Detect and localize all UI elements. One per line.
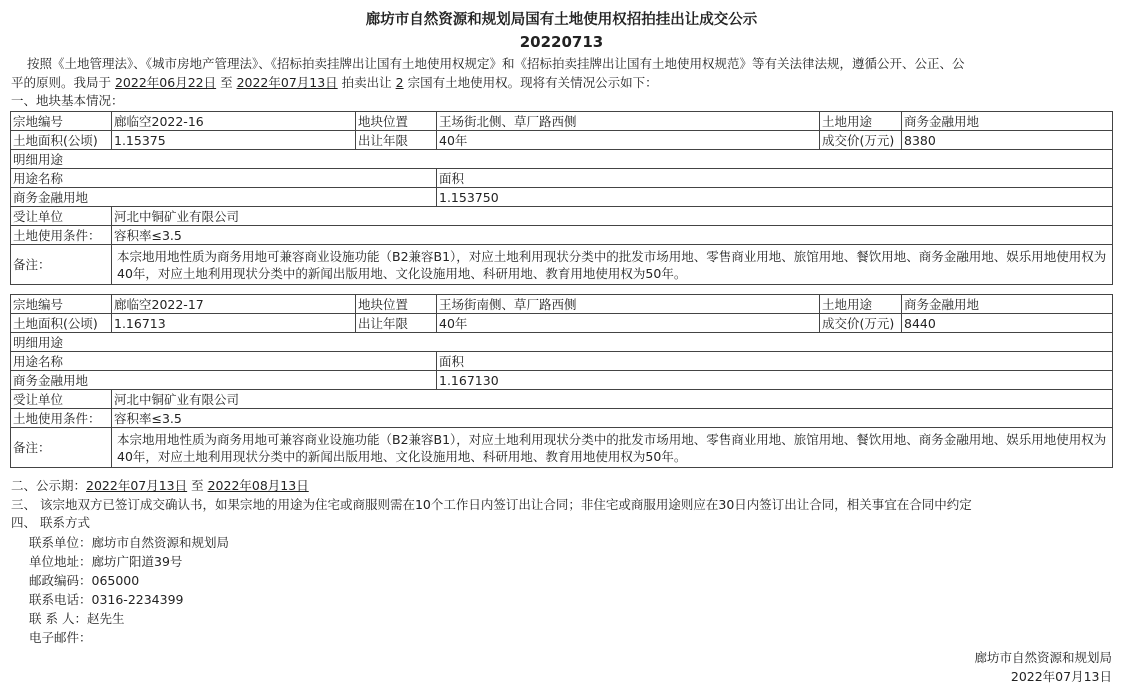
section-2-publicity-period [11,476,1111,496]
label-parcel-no: 宗地编号 [11,112,112,131]
label-price: 成交价(万元) [820,131,902,150]
table-row [11,428,1113,468]
publicity-start: 2022年07月13日 [86,478,188,493]
detail-use-name: 商务金融用地 [11,188,437,207]
contact-email: 电子邮件： [29,630,92,645]
intro-end-date: 2022年07月13日 [236,75,338,90]
table-row [11,131,1113,150]
contact-address: 单位地址：廊坊广阳道39号 [29,554,183,569]
parcel-use: 商务金融用地 [902,295,1113,314]
label-conditions: 土地使用条件： [11,409,112,428]
table-row [11,112,1113,131]
label-term: 出让年限 [356,314,437,333]
announcement-code: 20220713 [519,33,604,51]
label-use: 土地用途 [820,295,902,314]
label-detail-use: 明细用途 [11,150,1113,169]
intro-to: 至 [216,75,237,90]
parcel-term: 40年 [437,314,820,333]
contact-phone: 联系电话：0316-2234399 [29,592,184,607]
table-row [11,226,1113,245]
label-remarks: 备注： [11,245,112,285]
label-location: 地块位置 [356,112,437,131]
table-row [11,150,1113,169]
label-use: 土地用途 [820,112,902,131]
parcel-remarks: 本宗地用地性质为商务用地可兼容商业设施功能（B2兼容B1），对应土地利用现状分类中的批发市场用地、零售商业用地、旅馆用地、餐饮用地、商务金融用地、娱乐用地使用权为40年，对应土地利用现状分类中的新闻出版用地、文化设施用地、科研用地、教育用地使用权为50年。 [112,428,1113,468]
parcel-location: 王场街南侧、草厂路西侧 [437,295,820,314]
intro-count: 2 [395,75,404,90]
parcel-term: 40年 [437,131,820,150]
intro-text: 宗国有土地使用权。现将有关情况公示如下： [403,75,658,90]
label-area: 土地面积(公顷) [11,131,112,150]
publicity-end: 2022年08月13日 [207,478,309,493]
signature-date: 2022年07月13日 [1010,669,1112,684]
detail-area: 1.153750 [437,188,1113,207]
label-area-col: 面积 [437,169,1113,188]
parcel-no: 廊临空2022-17 [112,295,356,314]
parcel-area: 1.16713 [112,314,356,333]
table-row [11,409,1113,428]
label-use-name: 用途名称 [11,352,437,371]
parcel-buyer: 河北中铜矿业有限公司 [112,390,1113,409]
parcel-conditions: 容积率≤3.5 [112,409,1113,428]
parcel-no: 廊临空2022-16 [112,112,356,131]
label-remarks: 备注： [11,428,112,468]
intro-text: 拍卖出让 [337,75,396,90]
table-row [11,352,1113,371]
label-parcel-no: 宗地编号 [11,295,112,314]
parcel-buyer: 河北中铜矿业有限公司 [112,207,1113,226]
section-1-heading: 一、地块基本情况： [11,93,124,108]
page-title: 廊坊市自然资源和规划局国有土地使用权招拍挂出让成交公示 [365,12,758,28]
detail-use-name: 商务金融用地 [11,371,437,390]
table-row [11,207,1113,226]
parcel-area: 1.15375 [112,131,356,150]
section-4-heading: 四、 联系方式 [11,515,90,530]
table-row [11,371,1113,390]
parcel-price: 8380 [902,131,1113,150]
table-row [11,333,1113,352]
table-row [11,295,1113,314]
label-buyer: 受让单位 [11,207,112,226]
label-price: 成交价(万元) [820,314,902,333]
parcel-table [10,111,1113,285]
label-location: 地块位置 [356,295,437,314]
intro-start-date: 2022年06月22日 [114,75,217,90]
detail-area: 1.167130 [437,371,1113,390]
contact-unit: 联系单位：廊坊市自然资源和规划局 [29,535,230,550]
parcel-location: 王场街北侧、草厂路西侧 [437,112,820,131]
parcel-remarks: 本宗地用地性质为商务用地可兼容商业设施功能（B2兼容B1），对应土地利用现状分类中的批发市场用地、零售商业用地、旅馆用地、餐饮用地、商务金融用地、娱乐用地使用权为40年，对应土地利用现状分类中的新闻出版用地、文化设施用地、科研用地、教育用地使用权为50年。 [112,245,1113,285]
intro-line-2 [11,73,1111,93]
intro-text: 平的原则。我局于 [11,75,115,90]
label-buyer: 受让单位 [11,390,112,409]
label-area-col: 面积 [437,352,1113,371]
table-row [11,390,1113,409]
parcel-table [10,294,1113,468]
intro-line-1: 按照《土地管理法》、《城市房地产管理法》、《招标拍卖挂牌出让国有土地使用权规定》和《招标拍卖挂牌出让国有土地使用权规范》等有关法律法规，遵循公开、公正、公 [27,56,965,71]
label-area: 土地面积(公顷) [11,314,112,333]
table-row [11,188,1113,207]
table-row [11,169,1113,188]
contact-postcode: 邮政编码：065000 [29,573,140,588]
table-row [11,245,1113,285]
publicity-label: 二、公示期： [11,478,87,493]
section-3-contract-note: 三、 该宗地双方已签订成交确认书，如果宗地的用途为住宅或商服则需在10个工作日内签订出让合同；非住宅或商服用途则应在30日内签订出让合同，相关事宜在合同中约定 [11,497,972,512]
signature-org: 廊坊市自然资源和规划局 [974,650,1112,665]
contact-person: 联 系 人：赵先生 [29,611,125,626]
label-detail-use: 明细用途 [11,333,1113,352]
publicity-to: 至 [187,478,208,493]
table-row [11,314,1113,333]
label-use-name: 用途名称 [11,169,437,188]
parcel-conditions: 容积率≤3.5 [112,226,1113,245]
parcel-use: 商务金融用地 [902,112,1113,131]
label-term: 出让年限 [356,131,437,150]
parcel-price: 8440 [902,314,1113,333]
label-conditions: 土地使用条件： [11,226,112,245]
